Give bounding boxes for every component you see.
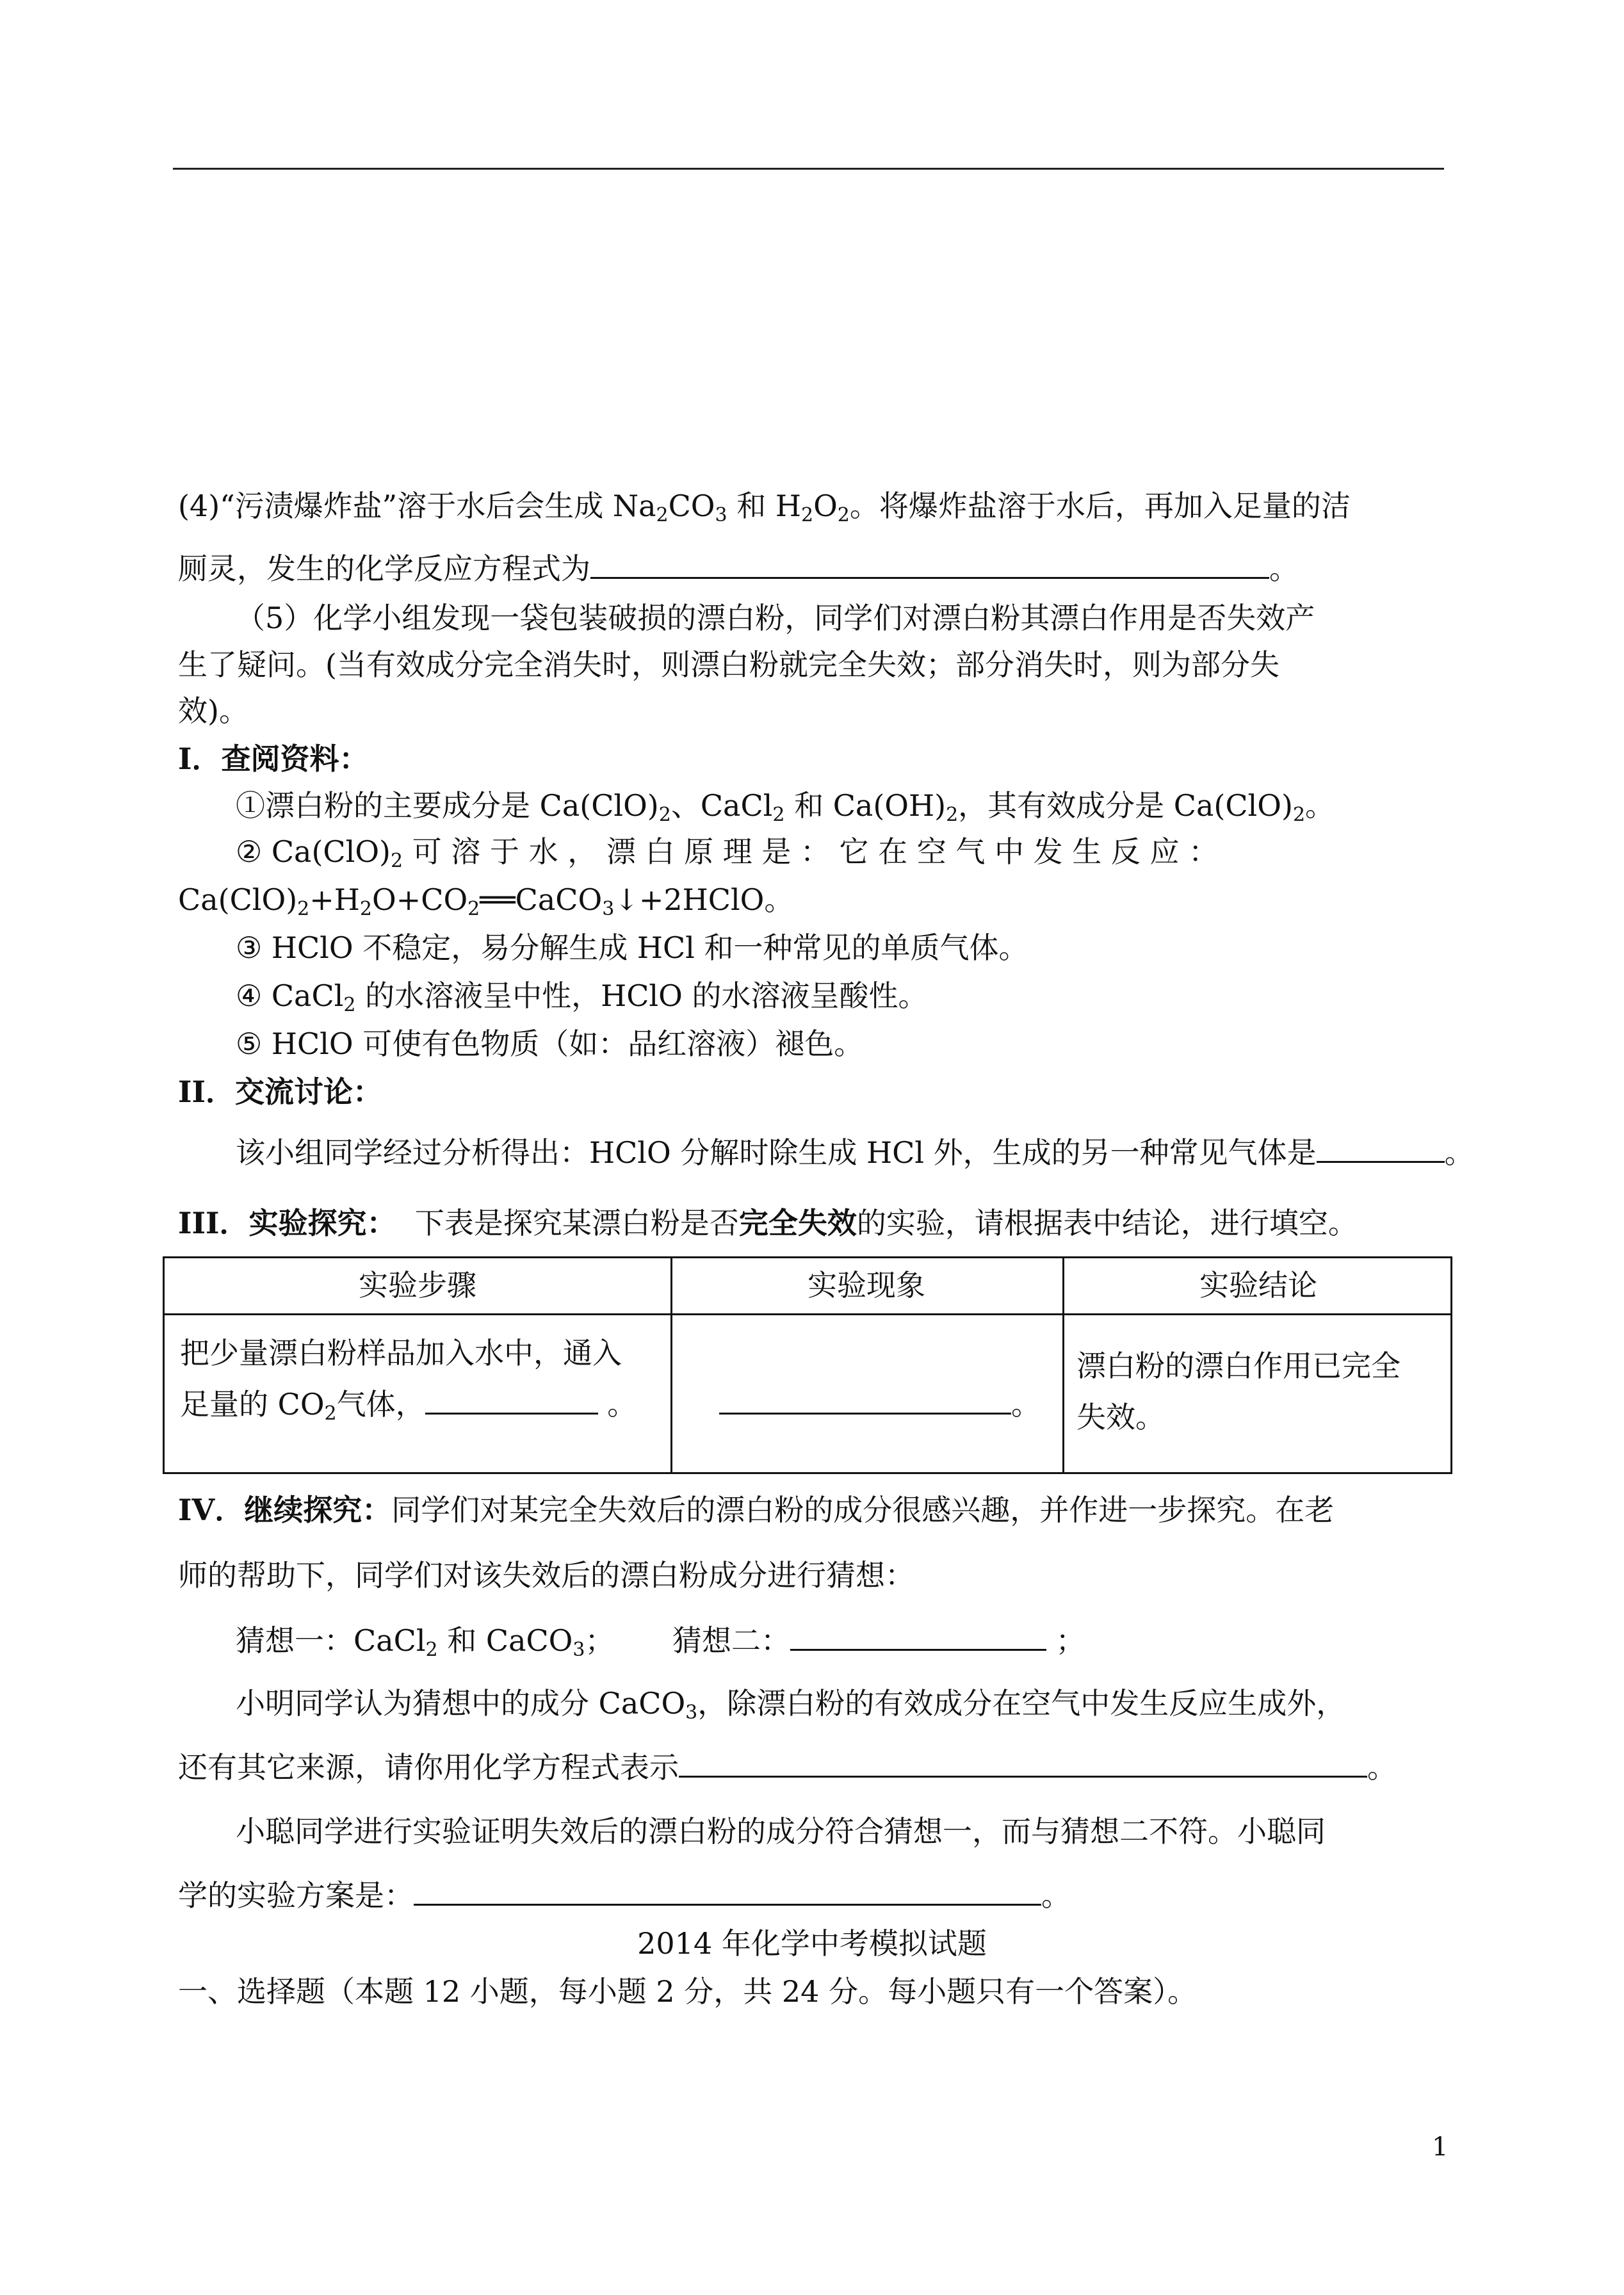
section2-heading: II．交流讨论： — [178, 1075, 383, 1109]
header-rule — [173, 168, 1444, 170]
answer-blank[interactable] — [790, 1622, 1046, 1651]
table-step-line1: 把少量漂白粉样品加入水中，通入 — [180, 1336, 622, 1370]
section4-guesses: 猜想一：CaCl$_2$ 和 CaCO$_3$； — [236, 1623, 615, 1661]
section4-line1: IV．继续探究：同学们对某完全失效后的漂白粉的成分很感兴趣，并作进一步探究。在老 — [178, 1493, 1335, 1527]
section1-item5: ⑤ HClO 可使有色物质（如：品红溶液）褪色。 — [236, 1026, 864, 1061]
answer-blank[interactable] — [679, 1749, 1367, 1778]
table-conclusion-line2: 失效。 — [1076, 1400, 1165, 1434]
table-step-line2: 足量的 $CO_2$气体， 。 — [180, 1387, 637, 1425]
section1-item4: ④ CaCl$_2$ 的水溶液呈中性，HClO 的水溶液呈酸性。 — [236, 978, 928, 1016]
section2-text: 该小组同学经过分析得出：HClO 分解时除生成 HCl 外，生成的另一种常见气体是 。 — [236, 1135, 1474, 1170]
table-header-conclusion: 实验结论 — [1199, 1268, 1317, 1302]
experiment-table — [163, 1256, 1452, 1474]
section4-cong-line2: 学的实验方案是： 。 — [178, 1878, 1071, 1913]
table-conclusion-line1: 漂白粉的漂白作用已完全 — [1076, 1349, 1401, 1383]
section3-intro: III．实验探究： 下表是探究某漂白粉是否完全失效的实验，请根据表中结论，进行填空。 — [178, 1206, 1358, 1240]
exam-title: 2014 年化学中考模拟试题 — [637, 1926, 987, 1961]
answer-blank[interactable] — [590, 550, 1269, 579]
section4-cong-line1: 小聪同学进行实验证明失效后的漂白粉的成分符合猜想一，而与猜想二不符。小聪同 — [236, 1814, 1326, 1849]
answer-blank[interactable] — [414, 1877, 1041, 1906]
section1-equation: $Ca(ClO)_2+H_2O+CO_2══CaCO_3↓+2HClO$。 — [178, 882, 794, 920]
q5-line3: 效)。 — [178, 693, 248, 728]
q4-line2: 厕灵，发生的化学反应方程式为 。 — [178, 551, 1299, 586]
section3-heading: III．实验探究 — [178, 1206, 367, 1240]
section1-item2: ② $Ca(ClO)_2$ 可 溶 于 水 ， 漂 白 原 理 是 ： 它 在 空 气 中 发 生 反 应 ： — [236, 834, 1219, 872]
q4-line1: (4)“污渍爆炸盐”溶于水后会生成 $Na_2CO_3$ 和 $H_2O_2$。将爆炸盐溶于水后，再加入足量的洁 — [178, 489, 1351, 526]
section4-ming-line1: 小明同学认为猜想中的成分 CaCO$_3$，除漂白粉的有效成分在空气中发生反应生成外， — [236, 1686, 1346, 1724]
answer-blank[interactable] — [719, 1386, 1011, 1415]
table-header-phenomenon: 实验现象 — [808, 1268, 925, 1302]
page-number: 1 — [1432, 2132, 1449, 2162]
section4-line2: 师的帮助下，同学们对该失效后的漂白粉成分进行猜想： — [178, 1558, 914, 1593]
q5-line1: （5）化学小组发现一袋包装破损的漂白粉，同学们对漂白粉其漂白作用是否失效产 — [236, 601, 1315, 635]
section1-item1: ①漂白粉的主要成分是 $Ca(ClO)_2$、CaCl$_2$ 和 $Ca(OH)_2$，其有效成分是 $Ca(ClO)_2$。 — [236, 788, 1335, 826]
choice-intro: 一、选择题（本题 12 小题，每小题 2 分，共 24 分。每小题只有一个答案）。 — [178, 1974, 1198, 2009]
section4-heading: IV．继续探究： — [178, 1493, 392, 1527]
q5-line2: 生了疑问。(当有效成分完全消失时，则漂白粉就完全失效；部分消失时，则为部分失 — [178, 647, 1279, 682]
section4-guess2: 猜想二： ； — [672, 1623, 1085, 1658]
section4-ming-line2: 还有其它来源，请你用化学方程式表示 。 — [178, 1750, 1397, 1785]
section1-heading: I．查阅资料： — [178, 742, 369, 776]
answer-blank[interactable] — [425, 1386, 598, 1415]
answer-blank[interactable] — [1317, 1134, 1445, 1163]
section1-item3: ③ HClO 不稳定，易分解生成 HCl 和一种常见的单质气体。 — [236, 930, 1028, 965]
table-header-step: 实验步骤 — [359, 1268, 476, 1302]
table-phenomenon: 。 — [719, 1380, 1041, 1429]
